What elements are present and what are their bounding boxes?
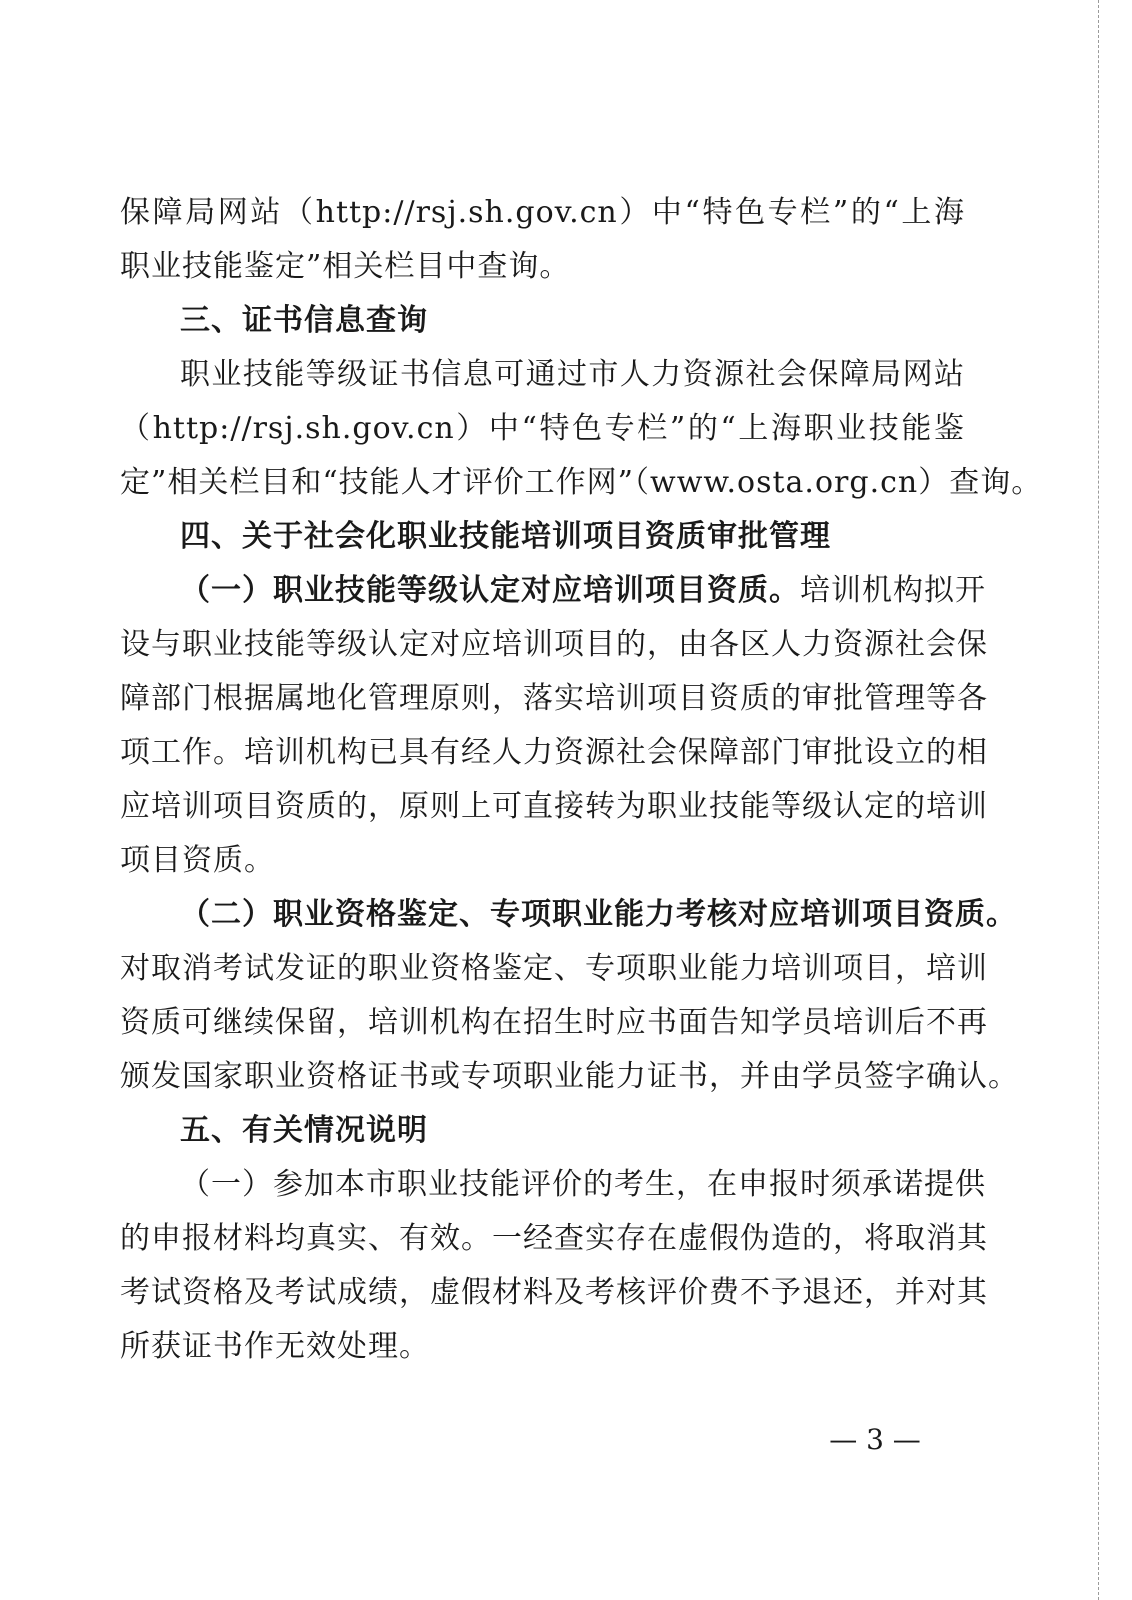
paragraph-line: 定”相关栏目和“技能人才评价工作网”（www.osta.org.cn）查询。 <box>120 465 1043 500</box>
paragraph-line: 职业技能鉴定”相关栏目中查询。 <box>120 249 571 284</box>
paragraph-line: 障部门根据属地化管理原则，落实培训项目资质的审批管理等各 <box>120 681 988 716</box>
paragraph-line: 所获证书作无效处理。 <box>120 1329 430 1364</box>
paragraph-line: 保障局网站（http://rsj.sh.gov.cn）中“特色专栏”的“上海 <box>120 195 965 230</box>
subsection-heading-4-1: （一）职业技能等级认定对应培训项目资质。 <box>180 573 800 608</box>
section-heading-4: 四、关于社会化职业技能培训项目资质审批管理 <box>180 519 831 554</box>
section-heading-3: 三、证书信息查询 <box>180 303 428 338</box>
paragraph-line: 项工作。培训机构已具有经人力资源社会保障部门审批设立的相 <box>120 735 988 770</box>
paragraph-line: 颁发国家职业资格证书或专项职业能力证书，并由学员签字确认。 <box>120 1059 1019 1094</box>
paragraph-line <box>180 571 986 611</box>
subsection-heading-4-2: （二）职业资格鉴定、专项职业能力考核对应培训项目资质。 <box>180 897 1017 932</box>
paragraph-line: 职业技能等级证书信息可通过市人力资源社会保障局网站 <box>180 357 965 392</box>
paragraph-line: （http://rsj.sh.gov.cn）中“特色专栏”的“上海职业技能鉴 <box>120 411 965 446</box>
paragraph-line: 对取消考试发证的职业资格鉴定、专项职业能力培训项目，培训 <box>120 951 988 986</box>
paragraph-line: 的申报材料均真实、有效。一经查实存在虚假伪造的，将取消其 <box>120 1221 988 1256</box>
paragraph-line: 项目资质。 <box>120 843 275 878</box>
subsection-text: 培训机构拟开 <box>800 573 986 608</box>
page-number: — 3 — <box>829 1423 921 1456</box>
page-edge-divider <box>1098 0 1099 1600</box>
paragraph-line: 资质可继续保留，培训机构在招生时应书面告知学员培训后不再 <box>120 1005 988 1040</box>
paragraph-line: 设与职业技能等级认定对应培训项目的，由各区人力资源社会保 <box>120 627 988 662</box>
paragraph-line: 应培训项目资质的，原则上可直接转为职业技能等级认定的培训 <box>120 789 988 824</box>
paragraph-line: 考试资格及考试成绩，虚假材料及考核评价费不予退还，并对其 <box>120 1275 988 1310</box>
section-heading-5: 五、有关情况说明 <box>180 1113 428 1148</box>
paragraph-line: （一）参加本市职业技能评价的考生，在申报时须承诺提供 <box>180 1167 986 1202</box>
